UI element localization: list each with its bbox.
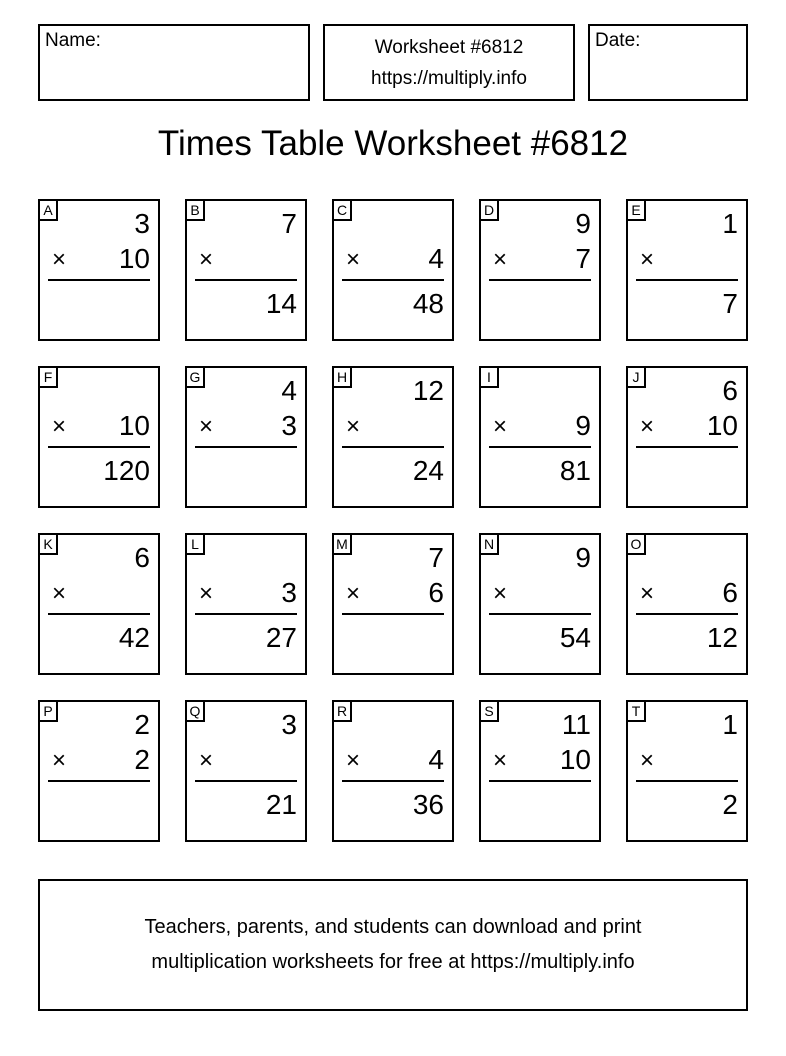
multiplicand: 3 (281, 709, 297, 740)
problem-card (626, 533, 748, 675)
multiplier: 10 (559, 744, 591, 775)
problem-card (38, 199, 160, 341)
problem-card (626, 366, 748, 508)
answer-line (195, 613, 297, 615)
problem-card (626, 700, 748, 842)
times-sign: × (346, 413, 361, 440)
problem-letter: A (38, 199, 58, 221)
answer-line (489, 279, 591, 281)
problem-letter: S (479, 700, 499, 722)
multiplicand: 4 (281, 375, 297, 406)
problem-letter: P (38, 700, 58, 722)
multiplier: 3 (281, 410, 297, 441)
times-sign: × (199, 413, 214, 440)
multiplicand: 7 (428, 542, 444, 573)
times-sign: × (199, 747, 214, 774)
multiplicand: 6 (722, 375, 738, 406)
times-sign: × (640, 747, 655, 774)
problem-card (479, 366, 601, 508)
times-sign: × (493, 246, 508, 273)
multiplier: 6 (428, 577, 444, 608)
times-sign: × (640, 580, 655, 607)
problem-letter: O (626, 533, 646, 555)
worksheet-info-box (323, 24, 575, 101)
product: 54 (559, 622, 591, 653)
product: 2 (722, 789, 738, 820)
multiplier: 4 (428, 744, 444, 775)
times-sign: × (52, 413, 67, 440)
answer-line (636, 446, 738, 448)
problem-card (479, 700, 601, 842)
multiplier: 10 (118, 243, 150, 274)
product: 42 (118, 622, 150, 653)
footer-box (38, 879, 748, 1011)
problem-card (185, 700, 307, 842)
worksheet-url: https://multiply.info (371, 68, 527, 89)
problem-letter: M (332, 533, 352, 555)
problem-letter: C (332, 199, 352, 221)
answer-line (48, 613, 150, 615)
answer-line (636, 613, 738, 615)
answer-line (636, 279, 738, 281)
product: 7 (722, 288, 738, 319)
multiplicand: 3 (134, 208, 150, 239)
multiplicand: 7 (281, 208, 297, 239)
multiplicand: 9 (575, 542, 591, 573)
answer-line (195, 446, 297, 448)
answer-line (48, 279, 150, 281)
times-sign: × (52, 246, 67, 273)
answer-line (195, 279, 297, 281)
problem-card (332, 199, 454, 341)
times-sign: × (199, 580, 214, 607)
multiplier: 10 (706, 410, 738, 441)
problem-letter: I (479, 366, 499, 388)
answer-line (48, 780, 150, 782)
problem-letter: H (332, 366, 352, 388)
multiplicand: 1 (722, 709, 738, 740)
name-box (38, 24, 310, 101)
problem-card (185, 366, 307, 508)
times-sign: × (493, 747, 508, 774)
answer-line (636, 780, 738, 782)
product: 12 (706, 622, 738, 653)
problem-card (479, 533, 601, 675)
times-sign: × (199, 246, 214, 273)
problem-letter: J (626, 366, 646, 388)
times-sign: × (52, 580, 67, 607)
multiplier: 7 (575, 243, 591, 274)
problem-card (332, 366, 454, 508)
problem-letter: G (185, 366, 205, 388)
times-sign: × (640, 246, 655, 273)
times-sign: × (493, 580, 508, 607)
date-label: Date: (595, 30, 641, 51)
answer-line (342, 780, 444, 782)
answer-line (342, 279, 444, 281)
multiplicand: 9 (575, 208, 591, 239)
multiplier: 6 (722, 577, 738, 608)
answer-line (489, 613, 591, 615)
multiplicand: 6 (134, 542, 150, 573)
problem-card (38, 533, 160, 675)
multiplicand: 2 (134, 709, 150, 740)
problem-card (185, 199, 307, 341)
product: 81 (559, 455, 591, 486)
problem-card (38, 366, 160, 508)
problem-letter: Q (185, 700, 205, 722)
times-sign: × (346, 747, 361, 774)
problem-card (479, 199, 601, 341)
multiplier: 3 (281, 577, 297, 608)
problem-letter: E (626, 199, 646, 221)
multiplicand: 12 (412, 375, 444, 406)
multiplier: 9 (575, 410, 591, 441)
problem-card (332, 533, 454, 675)
date-box (588, 24, 748, 101)
problem-card (332, 700, 454, 842)
answer-line (489, 446, 591, 448)
product: 27 (265, 622, 297, 653)
problem-letter: L (185, 533, 205, 555)
answer-line (489, 780, 591, 782)
multiplicand: 1 (722, 208, 738, 239)
product: 120 (103, 455, 150, 486)
multiplier: 10 (118, 410, 150, 441)
answer-line (342, 613, 444, 615)
footer-line-2: multiplication worksheets for free at https://multiply.info (151, 951, 635, 973)
product: 48 (412, 288, 444, 319)
problem-card (185, 533, 307, 675)
footer-line-1: Teachers, parents, and students can download and print (144, 916, 642, 938)
product: 14 (265, 288, 297, 319)
problem-letter: K (38, 533, 58, 555)
problem-card (38, 700, 160, 842)
product: 21 (265, 789, 297, 820)
name-label: Name: (45, 30, 101, 51)
problem-letter: T (626, 700, 646, 722)
problem-letter: R (332, 700, 352, 722)
times-sign: × (493, 413, 508, 440)
multiplicand: 11 (561, 709, 591, 740)
answer-line (48, 446, 150, 448)
times-sign: × (52, 747, 67, 774)
problem-letter: F (38, 366, 58, 388)
answer-line (342, 446, 444, 448)
times-sign: × (346, 580, 361, 607)
times-sign: × (640, 413, 655, 440)
multiplier: 4 (428, 243, 444, 274)
problem-letter: D (479, 199, 499, 221)
problem-letter: N (479, 533, 499, 555)
problem-letter: B (185, 199, 205, 221)
page-title: Times Table Worksheet #6812 (157, 124, 629, 163)
multiplier: 2 (134, 744, 150, 775)
product: 36 (412, 789, 444, 820)
product: 24 (412, 455, 444, 486)
answer-line (195, 780, 297, 782)
problem-card (626, 199, 748, 341)
times-sign: × (346, 246, 361, 273)
worksheet-number: Worksheet #6812 (374, 37, 524, 58)
